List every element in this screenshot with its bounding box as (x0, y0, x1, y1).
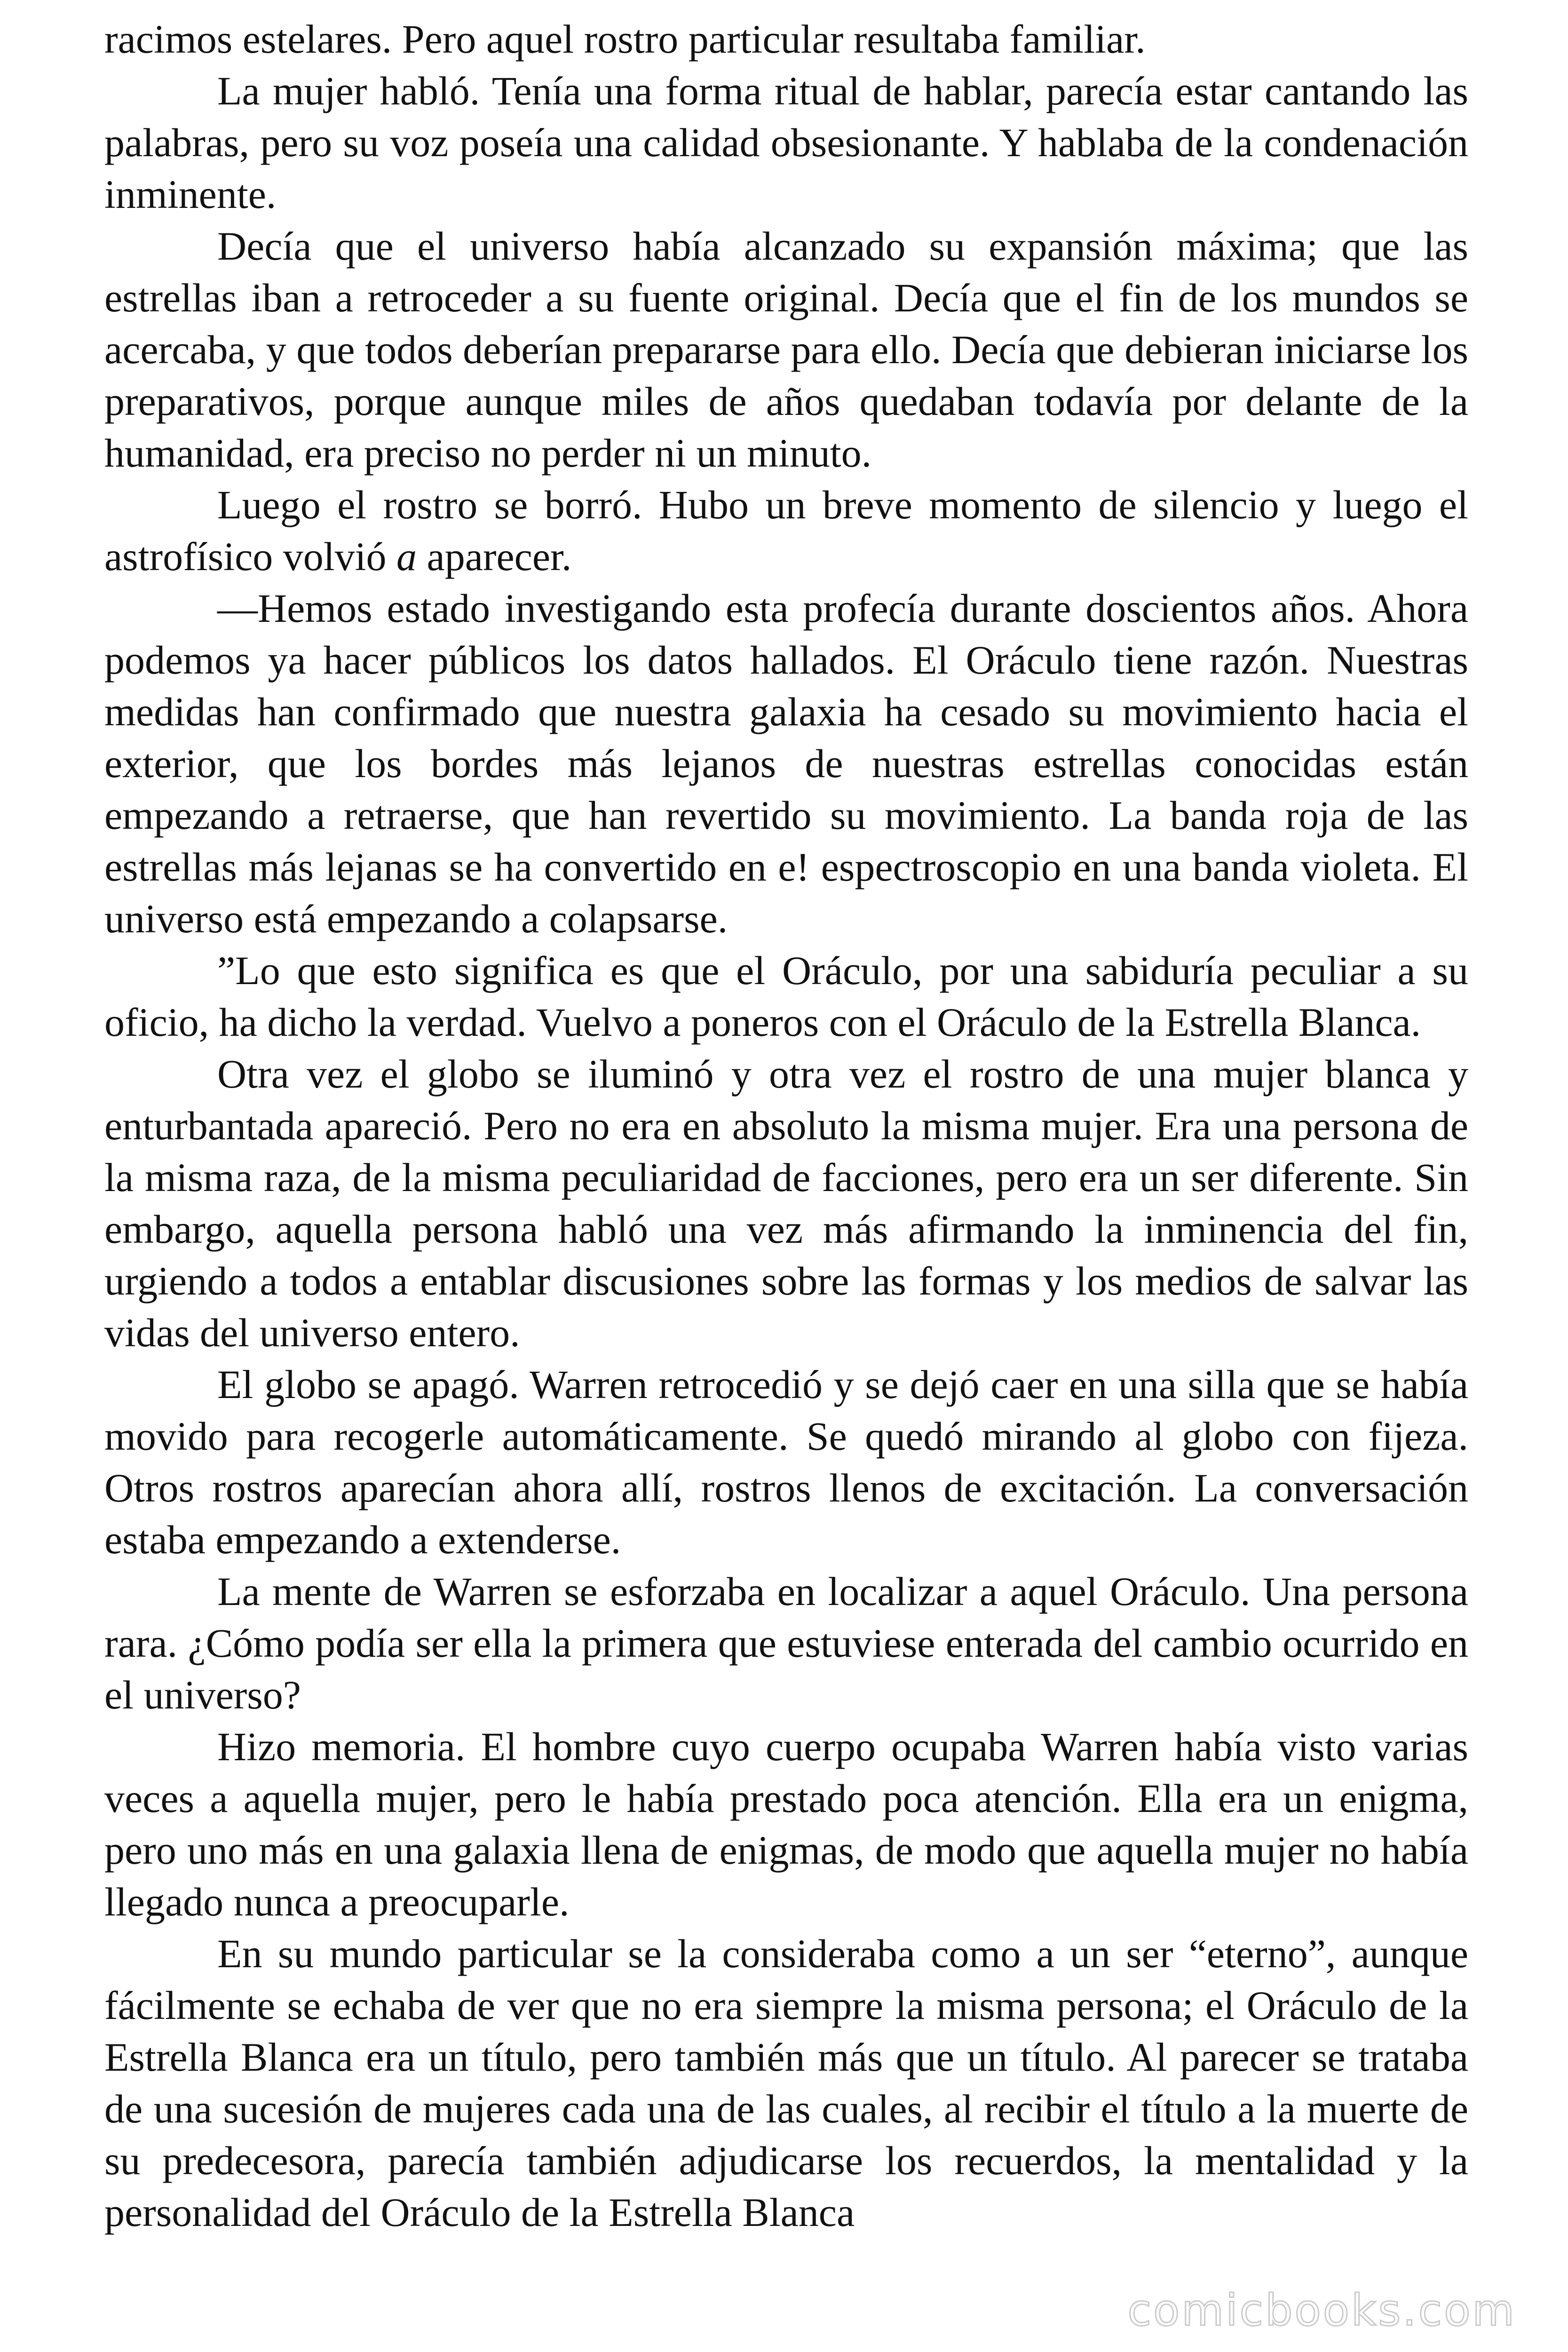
paragraph-11: En su mundo particular se la consideraba como a un ser “eterno”, aunque fácilmente se echaba de ver que no era siempre la misma persona; el Oráculo de la Estrella Blanca era un título, pero también más que un título. Al parecer se trataba de una sucesión de mujeres cada una de las cuales, al recibir el título a la muerte de su predecesora, parecía también adjudicarse los recuerdos, la mentalidad y la personalidad del Oráculo de la Estrella Blanca (104, 1931, 1468, 2235)
paragraph-1: racimos estelares. Pero aquel rostro particular resultaba familiar. (104, 16, 1146, 62)
paragraph-9: La mente de Warren se esforzaba en localizar a aquel Oráculo. Una persona rara. ¿Cómo podía ser ella la primera que estuviese enterada del cambio ocurrido en el universo? (104, 1569, 1468, 1717)
paragraph-2: La mujer habló. Tenía una forma ritual de hablar, parecía estar cantando las palabras, pero su voz poseía una calidad obsesionante. Y hablaba de la condenación inminente. (104, 68, 1468, 217)
paragraph-4-text-after: aparecer. (417, 534, 572, 579)
paragraph-10: Hizo memoria. El hombre cuyo cuerpo ocupaba Warren había visto varias veces a aquella mujer, pero le había prestado poca atención. Ella era un enigma, pero uno más en una galaxia llena de enigmas, de modo que aquella mujer no había llegado nunca a preocuparle. (104, 1724, 1468, 1924)
paragraph-5: —Hemos estado investigando esta profecía durante doscientos años. Ahora podemos ya hacer públicos los datos hallados. El Oráculo tiene razón. Nuestras medidas han confirmado que nuestra galaxia ha cesado su movimiento hacia el exterior, que los bordes más lejanos de nuestras estrellas conocidas están empezando a retraerse, que han revertido su movimiento. La banda roja de las estrellas más lejanas se ha convertido en e! espectroscopio en una banda violeta. El universo está empezando a colapsarse. (104, 586, 1468, 941)
paragraph-4 (104, 479, 1468, 582)
paragraph-4-italic: a (396, 534, 417, 579)
page-body (104, 13, 1468, 2238)
paragraph-3: Decía que el universo había alcanzado su expansión máxima; que las estrellas iban a retroceder a su fuente original. Decía que el fin de los mundos se acercaba, y que todos deberían prepararse para ello. Decía que debieran iniciarse los preparativos, porque aunque miles de años quedaban todavía por delante de la humanidad, era preciso no perder ni un minuto. (104, 223, 1468, 476)
paragraph-7: Otra vez el globo se iluminó y otra vez el rostro de una mujer blanca y enturbantada apareció. Pero no era en absoluto la misma mujer. Era una persona de la misma raza, de la misma peculiaridad de facciones, pero era un ser diferente. Sin embargo, aquella persona habló una vez más afirmando la inminencia del fin, urgiendo a todos a entablar discusiones sobre las formas y los medios de salvar las vidas del universo entero. (104, 1051, 1468, 1355)
paragraph-6: ”Lo que esto significa es que el Oráculo, por una sabiduría peculiar a su oficio, ha dicho la verdad. Vuelvo a poneros con el Oráculo de la Estrella Blanca. (104, 948, 1468, 1045)
watermark: comicbooks.com (1127, 2285, 1516, 2336)
paragraph-8: El globo se apagó. Warren retrocedió y se dejó caer en una silla que se había movido para recogerle automáticamente. Se quedó mirando al globo con fijeza. Otros rostros aparecían ahora allí, rostros llenos de excitación. La conversación estaba empezando a extenderse. (104, 1362, 1468, 1562)
paragraph-4-text-before: Luego el rostro se borró. Hubo un breve momento de silencio y luego el astrofísico volvió (104, 482, 1468, 579)
